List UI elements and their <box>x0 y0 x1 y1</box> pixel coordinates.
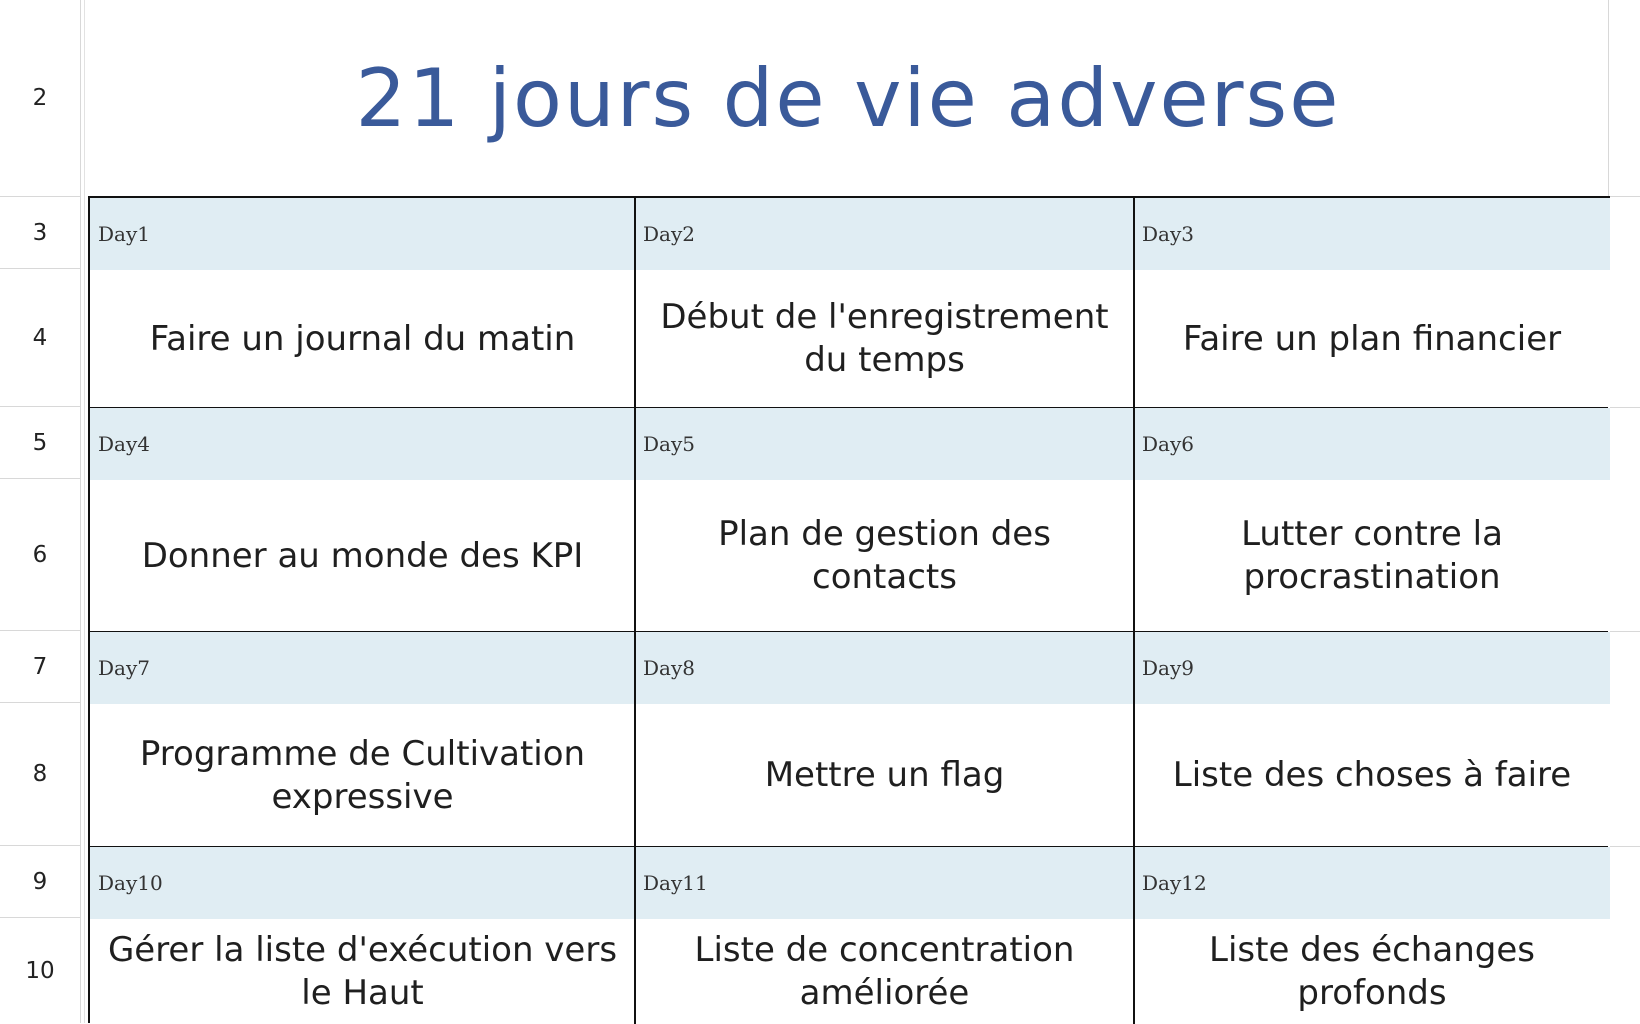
day-label-cell[interactable]: Day4 <box>90 408 635 480</box>
column-divider <box>634 198 636 1024</box>
row-header-8[interactable]: 8 <box>0 703 80 846</box>
row-divider <box>1608 846 1640 847</box>
row-header-9[interactable]: 9 <box>0 846 80 918</box>
row-divider <box>1608 631 1640 632</box>
row-header-7[interactable]: 7 <box>0 631 80 703</box>
day-label-cell[interactable]: Day9 <box>1134 632 1610 704</box>
day-label-cell[interactable]: Day8 <box>635 632 1134 704</box>
row-divider <box>1608 407 1640 408</box>
task-cell[interactable]: Plan de gestion des contacts <box>635 480 1134 632</box>
row-header-3[interactable]: 3 <box>0 197 80 269</box>
row-header-6[interactable]: 6 <box>0 479 80 631</box>
task-cell[interactable]: Faire un plan financier <box>1134 270 1610 408</box>
day-label-cell[interactable]: Day12 <box>1134 847 1610 919</box>
task-cell[interactable]: Mettre un flag <box>635 704 1134 847</box>
day-label-cell[interactable]: Day7 <box>90 632 635 704</box>
sheet-title: 21 jours de vie adverse <box>355 52 1341 145</box>
title-cell[interactable] <box>88 0 1609 197</box>
day-table <box>88 196 1610 1023</box>
task-cell[interactable]: Faire un journal du matin <box>90 270 635 408</box>
column-divider <box>1133 198 1135 1024</box>
row-header-4[interactable]: 4 <box>0 269 80 407</box>
row-header-5[interactable]: 5 <box>0 407 80 479</box>
day-label-cell[interactable]: Day5 <box>635 408 1134 480</box>
row-header-2[interactable]: 2 <box>0 0 80 197</box>
task-cell[interactable]: Programme de Cultivation expressive <box>90 704 635 847</box>
task-cell[interactable]: Liste des échanges profonds <box>1134 919 1610 1024</box>
task-cell[interactable]: Lutter contre la procrastination <box>1134 480 1610 632</box>
day-label-cell[interactable]: Day11 <box>635 847 1134 919</box>
day-label-cell[interactable]: Day6 <box>1134 408 1610 480</box>
row-header-gutter <box>0 0 81 1023</box>
day-label-cell[interactable]: Day2 <box>635 198 1134 270</box>
task-cell[interactable]: Gérer la liste d'exécution vers le Haut <box>90 919 635 1024</box>
day-label-cell[interactable]: Day3 <box>1134 198 1610 270</box>
row-header-10[interactable]: 10 <box>25 957 55 984</box>
task-cell[interactable]: Début de l'enregistrement du temps <box>635 270 1134 408</box>
day-label-cell[interactable]: Day1 <box>90 198 635 270</box>
task-cell[interactable]: Liste des choses à faire <box>1134 704 1610 847</box>
task-cell[interactable]: Donner au monde des KPI <box>90 480 635 632</box>
row-divider <box>1608 196 1640 197</box>
day-label-cell[interactable]: Day10 <box>90 847 635 919</box>
task-cell[interactable]: Liste de concentration améliorée <box>635 919 1134 1024</box>
